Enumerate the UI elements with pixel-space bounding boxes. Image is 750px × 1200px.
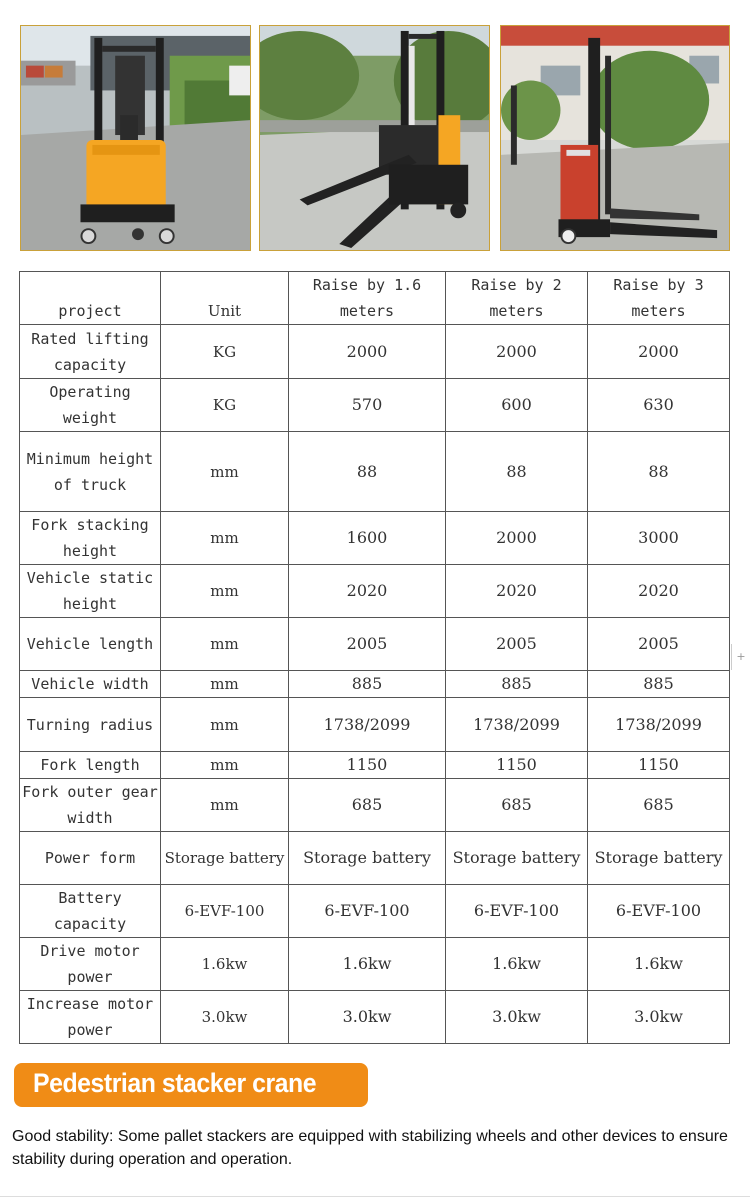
table-row [20, 618, 730, 671]
row-value-raise-2: 1150 [446, 752, 588, 779]
row-project-cell: Battery capacity [20, 885, 161, 938]
row-unit-cell: KG [161, 325, 289, 379]
row-project-cell: Fork outer gear width [20, 779, 161, 832]
stacker-side-image [260, 26, 489, 250]
row-project-cell: Fork length [20, 752, 161, 779]
product-photo-front [20, 25, 251, 251]
row-unit-cell: mm [161, 779, 289, 832]
row-unit-cell: 6-EVF-100 [161, 885, 289, 938]
row-value-raise-2: 885 [446, 671, 588, 698]
table-row [20, 991, 730, 1044]
row-unit-cell: mm [161, 512, 289, 565]
banner-title: Pedestrian stacker crane [33, 1068, 317, 1098]
bottom-divider [0, 1196, 750, 1197]
row-project-cell: Vehicle width [20, 671, 161, 698]
header-raise-3: Raise by 3 meters [588, 272, 730, 325]
table-row [20, 565, 730, 618]
table-row [20, 698, 730, 752]
row-unit-cell: mm [161, 565, 289, 618]
row-project-cell: Vehicle length [20, 618, 161, 671]
row-value-raise-1-6: 3.0kw [289, 991, 446, 1044]
stacker-front-image [21, 26, 250, 250]
row-unit-cell: 1.6kw [161, 938, 289, 991]
product-photo-side [259, 25, 490, 251]
row-project-cell: Minimum height of truck [20, 432, 161, 512]
row-value-raise-1-6: 6-EVF-100 [289, 885, 446, 938]
row-value-raise-3: 685 [588, 779, 730, 832]
row-value-raise-1-6: 1738/2099 [289, 698, 446, 752]
row-project-cell: Increase motor power [20, 991, 161, 1044]
row-value-raise-1-6: Storage battery [289, 832, 446, 885]
row-value-raise-3: 630 [588, 379, 730, 432]
header-raise-2: Raise by 2 meters [446, 272, 588, 325]
row-value-raise-3: 3.0kw [588, 991, 730, 1044]
row-project-cell: Power form [20, 832, 161, 885]
row-value-raise-1-6: 2020 [289, 565, 446, 618]
row-project-cell: Fork stacking height [20, 512, 161, 565]
row-project-cell: Operating weight [20, 379, 161, 432]
row-value-raise-2: 88 [446, 432, 588, 512]
header-project: project [20, 272, 161, 325]
section-banner [14, 1063, 368, 1107]
table-row [20, 779, 730, 832]
side-scroll-marker[interactable]: + [731, 644, 750, 670]
row-value-raise-2: 1.6kw [446, 938, 588, 991]
table-row [20, 832, 730, 885]
table-row [20, 325, 730, 379]
row-value-raise-2: 1738/2099 [446, 698, 588, 752]
row-value-raise-1-6: 1.6kw [289, 938, 446, 991]
row-value-raise-2: 600 [446, 379, 588, 432]
header-raise-1-6: Raise by 1.6 meters [289, 272, 446, 325]
row-value-raise-2: 6-EVF-100 [446, 885, 588, 938]
row-value-raise-3: 1150 [588, 752, 730, 779]
row-project-cell: Vehicle static height [20, 565, 161, 618]
table-row [20, 512, 730, 565]
table-row [20, 432, 730, 512]
row-value-raise-3: 6-EVF-100 [588, 885, 730, 938]
row-value-raise-1-6: 2000 [289, 325, 446, 379]
row-value-raise-3: 88 [588, 432, 730, 512]
row-value-raise-1-6: 2005 [289, 618, 446, 671]
row-value-raise-3: 2020 [588, 565, 730, 618]
row-project-cell: Rated lifting capacity [20, 325, 161, 379]
row-value-raise-3: 1.6kw [588, 938, 730, 991]
row-unit-cell: mm [161, 698, 289, 752]
row-unit-cell: 3.0kw [161, 991, 289, 1044]
row-unit-cell: mm [161, 432, 289, 512]
header-unit: Unit [161, 272, 289, 325]
row-value-raise-1-6: 570 [289, 379, 446, 432]
spec-table [19, 271, 730, 1044]
table-row [20, 752, 730, 779]
row-value-raise-3: 1738/2099 [588, 698, 730, 752]
row-unit-cell: mm [161, 671, 289, 698]
row-value-raise-2: 3.0kw [446, 991, 588, 1044]
row-unit-cell: KG [161, 379, 289, 432]
row-value-raise-2: 2000 [446, 325, 588, 379]
row-value-raise-1-6: 1150 [289, 752, 446, 779]
table-row [20, 938, 730, 991]
row-unit-cell: mm [161, 618, 289, 671]
row-value-raise-2: 685 [446, 779, 588, 832]
row-value-raise-2: 2020 [446, 565, 588, 618]
table-row [20, 885, 730, 938]
row-value-raise-3: 885 [588, 671, 730, 698]
row-value-raise-2: 2000 [446, 512, 588, 565]
table-row [20, 379, 730, 432]
product-photo-rear [500, 25, 730, 251]
row-value-raise-2: 2005 [446, 618, 588, 671]
row-value-raise-2: Storage battery [446, 832, 588, 885]
row-value-raise-1-6: 1600 [289, 512, 446, 565]
row-value-raise-1-6: 88 [289, 432, 446, 512]
table-header-row [20, 272, 730, 325]
row-value-raise-3: 2000 [588, 325, 730, 379]
row-unit-cell: Storage battery [161, 832, 289, 885]
row-value-raise-1-6: 685 [289, 779, 446, 832]
row-project-cell: Drive motor power [20, 938, 161, 991]
row-value-raise-3: 3000 [588, 512, 730, 565]
row-unit-cell: mm [161, 752, 289, 779]
description-text: Good stability: Some pallet stackers are equipped with stabilizing wheels and other devices to ensure stability during operation and operation. [12, 1128, 728, 1168]
table-row [20, 671, 730, 698]
row-value-raise-3: Storage battery [588, 832, 730, 885]
product-photos [20, 25, 730, 253]
row-value-raise-3: 2005 [588, 618, 730, 671]
row-value-raise-1-6: 885 [289, 671, 446, 698]
stacker-rear-image [501, 26, 729, 250]
row-project-cell: Turning radius [20, 698, 161, 752]
